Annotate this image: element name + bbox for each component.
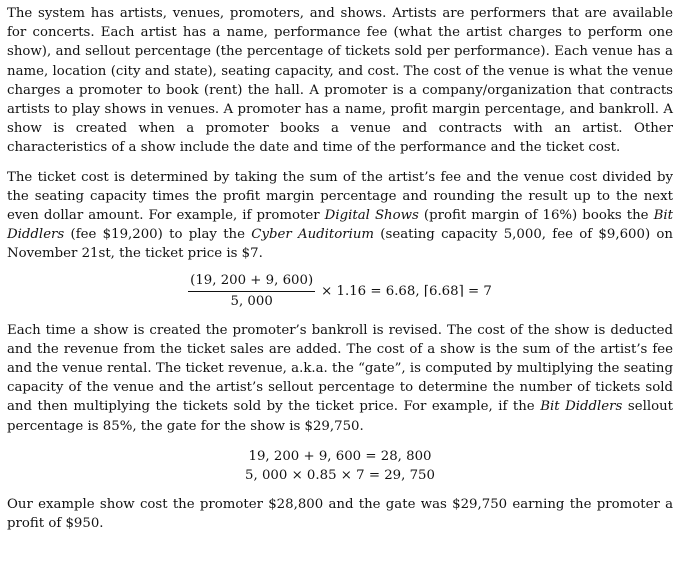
fraction-numerator: (19, 200 + 9, 600) (188, 272, 315, 292)
paragraph-ticket-cost (7, 168, 673, 264)
fraction-denominator: 5, 000 (230, 293, 273, 309)
ticket-cost-text-a: The ticket cost is determined by taking the sum of the artist’s fee and the venue cost divided by the seating capacity times the profit margin percentage and rounding the result up to the next even dollar amount. For example, if promoter (7, 169, 673, 224)
gate-calculation-line: 5, 000 × 0.85 × 7 = 29, 750 (245, 467, 435, 483)
artist-name-2: Bit Diddlers (540, 399, 623, 415)
venue-name: Cyber Auditorium (251, 227, 375, 243)
bankroll-text-b: sellout percentage is 85%, the gate for the show is $29,750. (7, 399, 673, 434)
ticket-cost-text-d: (seating capacity 5,000, fee of $9,600) on November 21st, the ticket price is $7. (7, 227, 673, 262)
paragraph-profit: Our example show cost the promoter $28,800 and the gate was $29,750 earning the promoter a profit of $950. (7, 496, 673, 532)
ticket-price-equation (7, 272, 673, 311)
paragraph-bankroll (7, 321, 673, 436)
cost-calculation-line: 19, 200 + 9, 600 = 28, 800 (248, 448, 432, 464)
promoter-name: Digital Shows (324, 208, 419, 224)
equation-result: × 1.16 = 6.68, ⌈6.68⌉ = 7 (321, 283, 492, 299)
paragraph-system-overview: The system has artists, venues, promoters, and shows. Artists are performers that are available for concerts. Each artist has a name, performance fee (what the artist charges to perform one show), and sellout percentage (the percentage of tickets sold per performance). Each venue has a name, location (city and state), seating capacity, and cost. The cost of the venue is what the venue charges a promoter to book (rent) the hall. A promoter is a company/organization that contracts artists to play shows in venues. A promoter has a name, profit margin percentage, and bankroll. A show is created when a promoter books a venue and contracts with an artist. Other characteristics of a show include the date and time of the performance and the ticket cost. (7, 6, 673, 156)
gate-calculation (7, 447, 673, 485)
ticket-cost-text-c: (fee $19,200) to play the (64, 227, 252, 243)
ticket-cost-text-b: (profit margin of 16%) books the (418, 208, 654, 224)
equation-fraction (188, 272, 315, 311)
artist-name: Bit Diddlers (7, 208, 673, 243)
bankroll-text-a: Each time a show is created the promoter’s bankroll is revised. The cost of the show is deducted and the revenue from the ticket sales are added. The cost of a show is the sum of the artist’s fee and the venue rental. The ticket revenue, a.k.a. the “gate”, is computed by multiplying the seating capacity of the venue and the artist’s sellout percentage to determine the number of tickets sold and then multiplying the tickets sold by the ticket price. For example, if the (7, 322, 673, 415)
